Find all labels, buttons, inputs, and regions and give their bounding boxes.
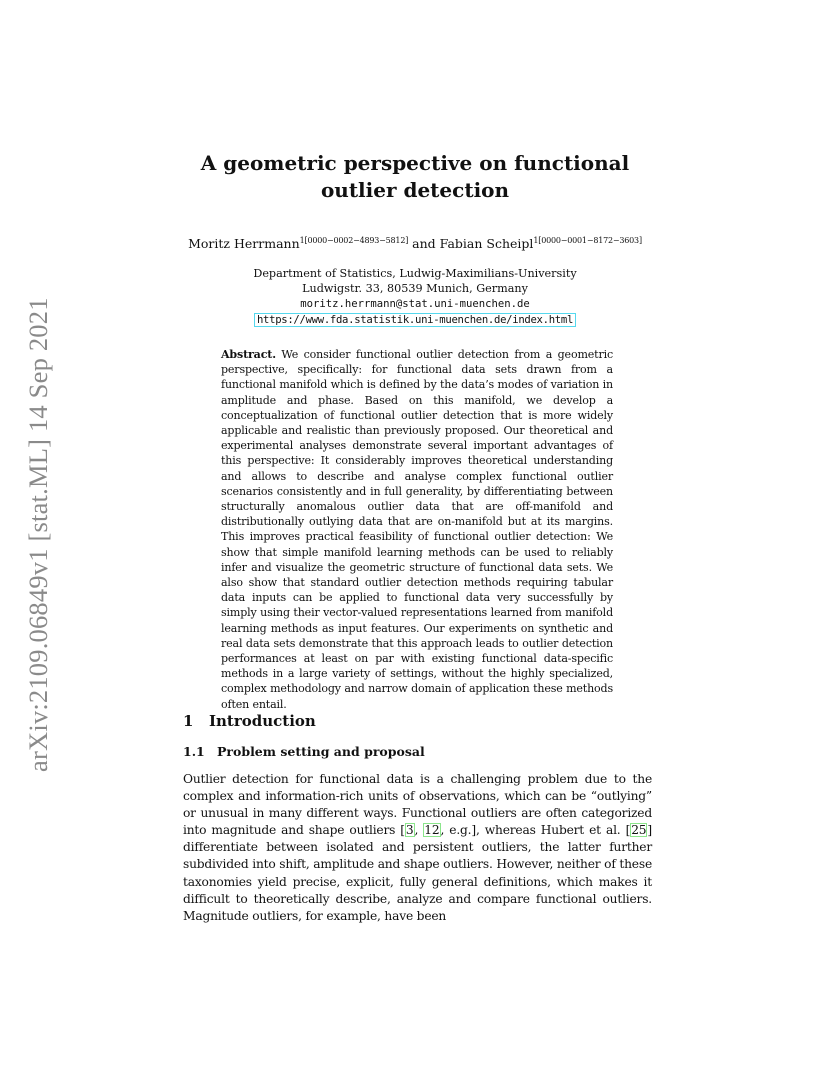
abstract-heading: Abstract. [221,348,276,361]
citation-link-3[interactable]: 3 [405,823,414,838]
author-name-1: Moritz Herrmann [188,236,300,251]
subsection-number: 1.1 [183,744,205,759]
paragraph-text-1: Outlier detection for functional data is a challenging problem due to the complex and information-rich units of observations, which can be “outlying” or unusual in many different ways. Functional outliers are often categorized into magnitude and shape outliers [ [183,772,652,838]
paragraph-text-2: , e.g.], whereas Hubert et al. [ [440,823,631,838]
citation-link-12[interactable]: 12 [424,823,440,838]
introduction-paragraph [183,771,652,925]
section-heading-introduction [183,712,316,730]
abstract [221,347,613,712]
citation-link-25[interactable]: 25 [631,823,647,838]
subsection-heading-problem-setting [183,744,425,759]
author-connector: and [412,236,436,251]
subsection-title: Problem setting and proposal [217,744,425,759]
institute-url-link[interactable]: https://www.fda.statistik.uni-muenchen.de/index.html [254,313,576,327]
section-number: 1 [183,712,194,730]
author-orcid-2: 1[0000−0001−8172−3603] [533,236,642,245]
paper-title: A geometric perspective on functional outlier detection [200,151,630,202]
abstract-text: We consider functional outlier detection from a geometric perspective, specifically: for functional data sets drawn from a functional manifold which is defined by the data’s modes of variation in amplitude and phase. Based on this manifold, we develop a conceptualization of functional outlier detection that is more widely applicable and realistic than previously proposed. Our theoretical and experimental analyses demonstrate several important advantages of this perspective: It considerably improves theoretical understanding and allows to describe and analyse complex functional outlier scenarios consistently and in full generality, by differentiating between structurally anomalous outlier data that are off-manifold and distributionally outlying data that are on-manifold but at its margins. This improves practical feasibility of functional outlier detection: We show that simple manifold learning methods can be used to reliably infer and visualize the geometric structure of functional data sets. We also show that standard outlier detection methods requiring tabular data inputs can be applied to functional data very successfully by simply using their vector-valued representations learned from manifold learning methods as input features. Our experiments on synthetic and real data sets demonstrate that this approach leads to outlier detection performances at least on par with existing functional data-specific methods in a large variety of settings, without the highly specialized, complex methodology and narrow domain of application these methods often entail. [221,348,613,711]
author-email[interactable]: moritz.herrmann@stat.uni-muenchen.de [300,297,530,310]
paragraph-text-3: ] differentiate between isolated and persistent outliers, the latter further subdivided into shift, amplitude and shape outliers. However, neither of these taxonomies yield precise, explicit, fully general definitions, which makes it difficult to theoretically describe, analyze and compare functional outliers. Magnitude outliers, for example, have been [183,823,652,923]
author-line [150,236,680,251]
section-title: Introduction [209,712,316,730]
citation-separator: , [414,823,424,838]
author-orcid-1: 1[0000−0002−4893−5812] [299,236,409,245]
arxiv-identifier-stamp: arXiv:2109.06849v1 [stat.ML] 14 Sep 2021 [23,297,53,772]
author-name-2: Fabian Scheipl [439,236,534,251]
affiliation-department: Department of Statistics, Ludwig-Maximilians-University [253,267,577,280]
affiliation-address: Ludwigstr. 33, 80539 Munich, Germany [302,282,528,296]
affiliation-block [150,266,680,328]
